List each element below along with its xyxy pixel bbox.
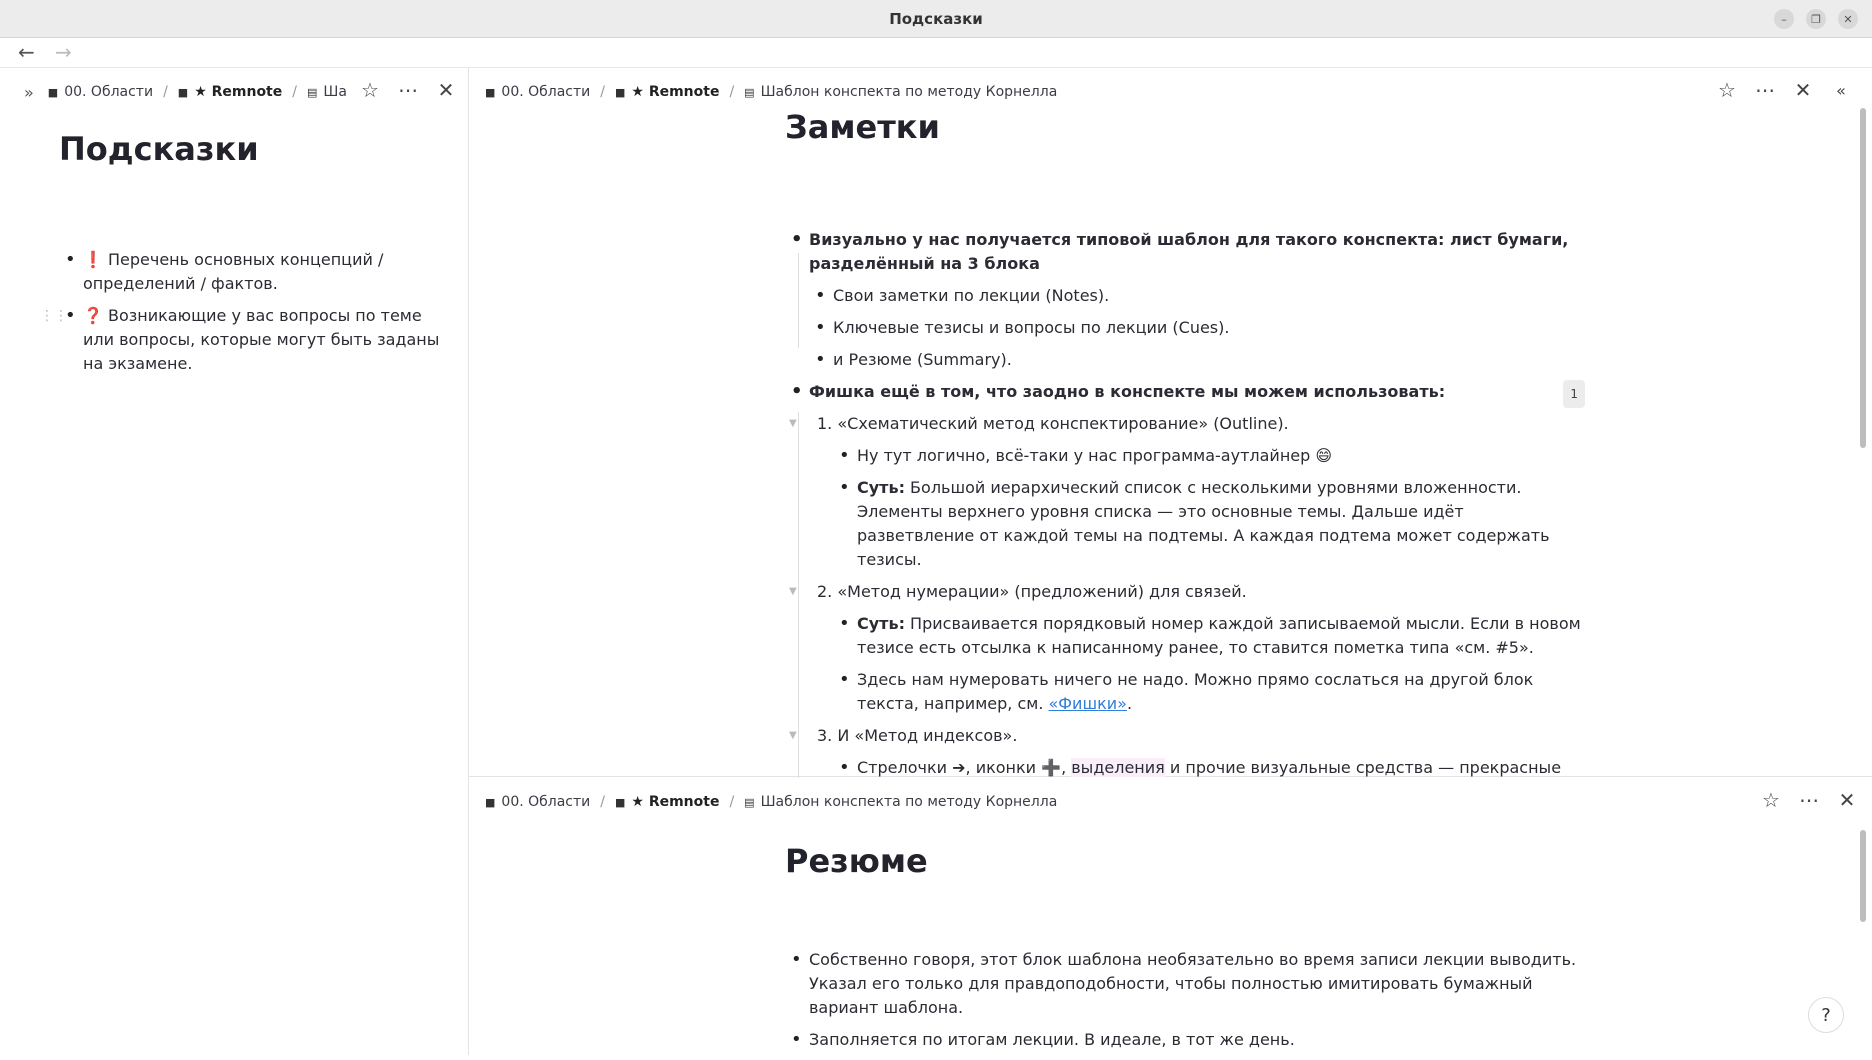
list-item[interactable] [785,380,1585,404]
numbered-item-text: 2. «Метод нумерации» (предложений) для связей. [817,582,1247,601]
breadcrumb: » ■ 00. Области / ■ ★ Remnote / ▤ Ша [24,82,347,102]
list-item-text: Здесь нам нумеровать ничего не надо. Можно прямо сослаться на другой блок текста, например, см. [857,670,1534,713]
maximize-icon[interactable]: ❐ [1806,9,1826,29]
block-list [785,948,1585,1060]
breadcrumb-item[interactable]: ■ ★ Remnote [614,84,720,100]
list-item[interactable] [785,612,1585,660]
breadcrumb-item[interactable]: ■ ★ Remnote [614,794,720,810]
breadcrumb-item[interactable]: ■ 00. Области [485,794,591,810]
numbered-item[interactable] [785,412,1585,436]
star-icon[interactable]: ☆ [1718,78,1736,102]
pane-actions [1717,78,1851,102]
list-item-text: Фишка ещё в том, что заодно в конспекте мы можем использовать: [809,382,1446,401]
page-title: Резюме [785,842,928,880]
close-pane-icon[interactable]: ✕ [437,78,455,102]
list-item[interactable] [785,668,1585,716]
list-item-text: Стрелочки ➔, иконки ➕, [857,758,1072,777]
collapse-arrow-icon[interactable]: ▼ [789,586,797,597]
page-title: Подсказки [59,130,259,168]
pane-actions [1761,788,1857,812]
highlighted-text: выделения [1071,758,1165,777]
breadcrumb: ■ 00. Области / ■ ★ Remnote / ▤ Шаблон конспекта по методу Корнелла [485,84,1058,100]
more-icon[interactable]: ⋯ [398,78,418,102]
numbered-item[interactable] [785,580,1585,604]
collapse-arrow-icon[interactable]: ▼ [789,418,797,429]
list-item-text: Присваивается порядковый номер каждой записываемой мысли. Если в новом тезисе есть отсылка к написанному ранее, то ставится пометка типа «см. #5». [857,614,1581,657]
left-pane [0,68,469,1055]
more-icon[interactable]: ⋯ [1799,788,1819,812]
reference-count-badge[interactable]: 1 [1563,380,1585,408]
breadcrumb-item[interactable]: ▤ Шаблон конспекта по методу Корнелла [744,794,1058,810]
list-item-text: Большой иерархический список с несколькими уровнями вложенности. Элементы верхнего уровня списка — это основные темы. Дальше идёт разветвление от каждой темы на подтемы. А каждая подтема может содержать тезисы. [857,478,1550,569]
numbered-item[interactable] [785,724,1585,748]
breadcrumb: ■ 00. Области / ■ ★ Remnote / ▤ Шаблон конспекта по методу Корнелла [485,794,1058,810]
help-button[interactable]: ? [1808,997,1844,1033]
folder-icon: ■ [614,85,626,99]
star-icon[interactable]: ☆ [1762,788,1780,812]
list-item[interactable]: • ❓ Возникающие у вас вопросы по теме или вопросы, которые могут быть заданы на экзамене. [59,304,449,376]
breadcrumb-item[interactable]: ▤ Ша [306,84,347,100]
breadcrumb-item[interactable]: ▤ Шаблон конспекта по методу Корнелла [744,84,1058,100]
expand-sidebar-icon[interactable]: » [24,82,34,102]
star-icon[interactable]: ☆ [361,78,379,102]
minimize-icon[interactable]: – [1774,9,1794,29]
rem-reference-link[interactable]: «Фишки» [1048,694,1127,713]
notes-pane [469,68,1872,777]
folder-icon: ■ [47,85,59,99]
list-item[interactable]: • Свои заметки по лекции (Notes). [785,284,1585,308]
collapse-sidebar-icon[interactable]: « [1836,80,1846,100]
block-list [59,248,449,384]
list-item[interactable]: • Ну тут логично, всё-таки у нас программа-аутлайнер 😄 [785,444,1585,468]
block-list [785,228,1585,812]
breadcrumb-item[interactable]: ■ 00. Области [485,84,591,100]
bold-label: Суть: [857,478,905,497]
window-titlebar [0,0,1872,38]
page-title: Заметки [785,108,940,146]
breadcrumb-item[interactable]: ■ 00. Области [47,84,154,100]
close-pane-icon[interactable]: ✕ [1838,788,1856,812]
list-item[interactable]: • и Резюме (Summary). [785,348,1585,372]
summary-pane [469,778,1872,1055]
drag-handle-icon[interactable]: ⋮⋮ [40,308,68,324]
folder-icon: ■ [614,795,626,809]
back-arrow-icon[interactable]: ← [18,40,35,64]
collapse-arrow-icon[interactable]: ▼ [789,730,797,741]
folder-icon: ■ [177,85,189,99]
scrollbar[interactable] [1860,108,1866,448]
numbered-item-text: 1. «Схематический метод конспектирование» (Outline). [817,414,1289,433]
list-item[interactable]: • Ключевые тезисы и вопросы по лекции (Cues). [785,316,1585,340]
list-item[interactable]: • ❗ Перечень основных концепций / определений / фактов. [59,248,449,296]
more-icon[interactable]: ⋯ [1755,78,1775,102]
folder-icon: ■ [485,795,496,809]
forward-arrow-icon[interactable]: → [55,40,72,64]
list-item[interactable]: • Собственно говоря, этот блок шаблона необязательно во время записи лекции выводить. Указал его только для правдоподобности, чтобы полностью имитировать бумажный вариант шаблона. [785,948,1585,1020]
list-item[interactable]: • Заполняется по итогам лекции. В идеале, в тот же день. [785,1028,1585,1052]
document-icon: ▤ [306,85,318,99]
close-pane-icon[interactable]: ✕ [1794,78,1812,102]
document-icon: ▤ [744,85,755,99]
list-item-text: . [1126,694,1133,713]
document-icon: ▤ [744,795,755,809]
window-title: Подсказки [889,9,983,28]
numbered-item-text: 3. И «Метод индексов». [817,726,1018,745]
list-item-text: и прочие визуальные средства — прекрасные [1169,758,1562,777]
breadcrumb-item[interactable]: ■ ★ Remnote [177,84,283,100]
list-item[interactable] [785,476,1585,572]
pane-actions [360,78,456,102]
close-window-icon[interactable]: ✕ [1838,9,1858,29]
navigation-bar [0,38,1872,68]
folder-icon: ■ [485,85,496,99]
list-item[interactable]: • Визуально у нас получается типовой шаблон для такого конспекта: лист бумаги, разделённый на 3 блока [785,228,1585,276]
bold-label: Суть: [857,614,905,633]
scrollbar[interactable] [1860,830,1866,922]
